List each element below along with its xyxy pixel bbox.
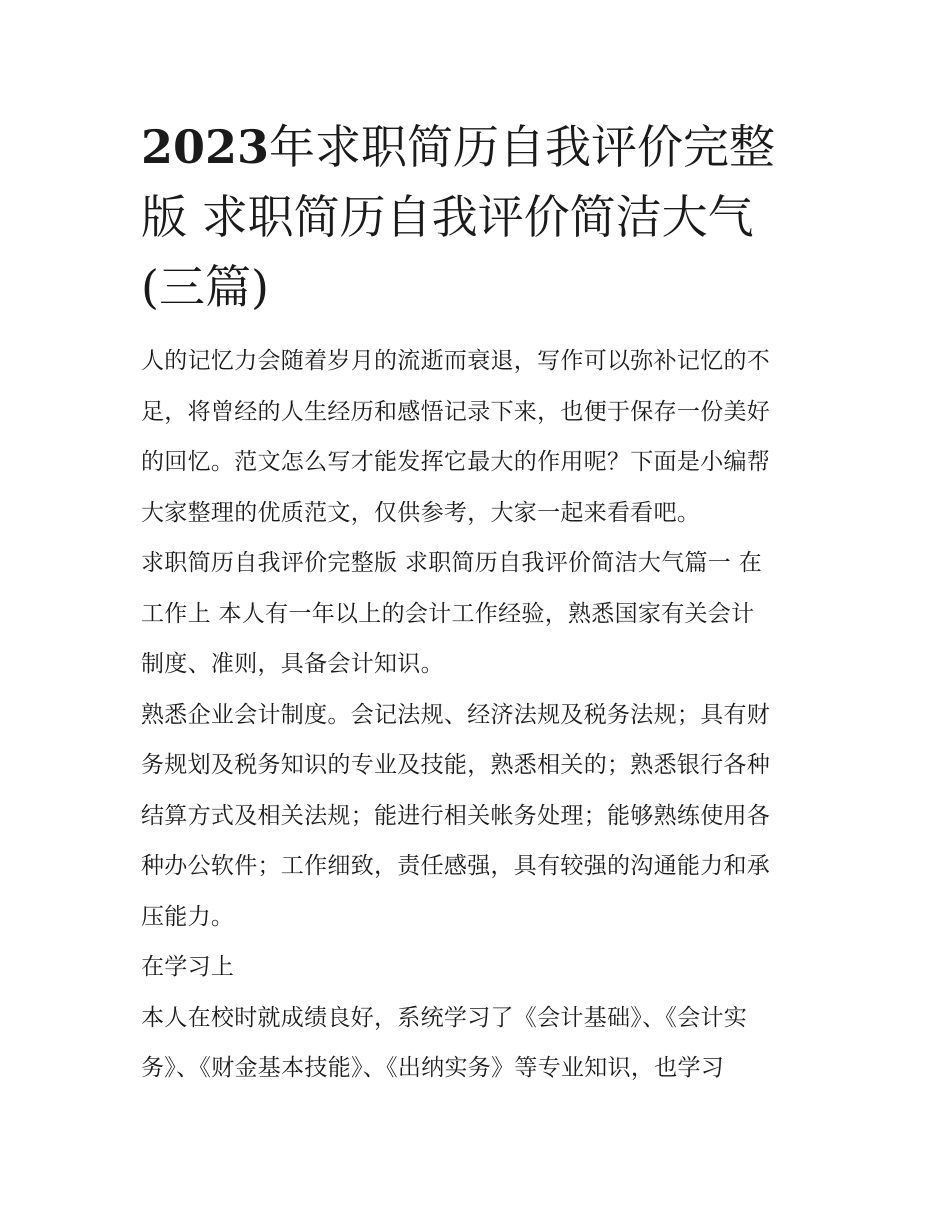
title-line-1: 2023年求职简历自我评价完整 [141,120,776,174]
document-body [141,112,813,1094]
title-line-3: (三篇) [141,260,269,314]
document-title [141,112,813,322]
paragraph-intro: 人的记忆力会随着岁月的流逝而衰退，写作可以弥补记忆的不 足，将曾经的人生经历和感悟记录下来，也便于保存一份美好 的回忆。范文怎么写才能发挥它最大的作用呢？下面是小编帮 大家整理的优质范文，仅供参考，大家一起来看看吧。 [141,348,771,526]
paragraph-study: 本人在校时就成绩良好，系统学习了《会计基础》、《会计实 务》、《财金基本技能》、《出纳实务》等专业知识，也学习 [141,1004,748,1081]
paragraph-work-intro: 求职简历自我评价完整版 求职简历自我评价简洁大气篇一 在 工作上 本人有一年以上的会计工作经验，熟悉国家有关会计 制度、准则，具备会计知识。 [141,550,763,677]
title-year: 2023 [141,120,270,174]
section-heading-study: 在学习上 [141,954,235,980]
title-line-2: 版 求职简历自我评价简洁大气 [141,190,754,244]
paragraph-work-skills: 熟悉企业会计制度。会记法规、经济法规及税务法规；具有财 务规划及税务知识的专业及技能，熟悉相关的；熟悉银行各种 结算方式及相关法规；能进行相关帐务处理；能够熟练使用各 种办公软件；工作细致，责任感强，具有较强的沟通能力和承 压能力。 [141,701,771,930]
